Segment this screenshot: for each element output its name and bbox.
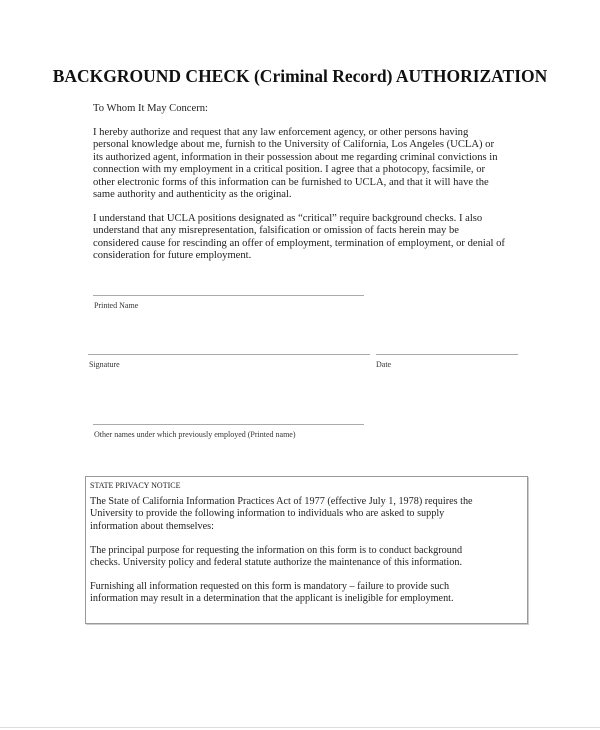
text-line: same authority and authenticity as the original. [93, 189, 292, 200]
date-field[interactable] [376, 354, 518, 355]
text-line: other electronic forms of this information can be furnished to UCLA, and that it will have the [93, 176, 489, 188]
text-line: information about themselves: [90, 520, 214, 532]
salutation: To Whom It May Concern: [93, 103, 208, 114]
privacy-notice-box [85, 476, 528, 624]
text-line: personal knowledge about me, furnish to the University of California, Los Angeles (UCLA) or [93, 139, 495, 151]
page-divider [0, 727, 600, 728]
text-line: consideration for future employment. [93, 250, 252, 262]
printed-name-field[interactable] [93, 295, 364, 296]
text-line: information may result in a determination that the applicant is ineligible for employment. [90, 593, 454, 605]
date-label: Date [376, 360, 392, 369]
text-line: considered cause for rescinding an offer of employment, termination of employment, or denial of [93, 237, 505, 249]
printed-name-label: Printed Name [94, 301, 139, 310]
privacy-notice-heading: STATE PRIVACY NOTICE [90, 481, 181, 490]
text-line: understand that any misrepresentation, falsification or omission of facts herein may be [93, 225, 459, 237]
text-line: Furnishing all information requested on this form is mandatory – failure to provide such [90, 581, 450, 592]
text-line: connection with my employment in a critical position. I agree that a photocopy, facsimile, or [93, 164, 486, 176]
text-line: The principal purpose for requesting the information on this form is to conduct background [90, 545, 463, 556]
text-line: The State of California Information Practices Act of 1977 (effective July 1, 1978) requires the [90, 496, 473, 507]
text-line: its authorized agent, information in their possession about me regarding criminal convictions in [93, 151, 498, 163]
text-line: checks. University policy and federal statute authorize the maintenance of this information. [90, 557, 462, 569]
signature-field[interactable] [88, 354, 370, 355]
other-names-field[interactable] [93, 424, 364, 425]
document-title: BACKGROUND CHECK (Criminal Record) AUTHORIZATION [52, 66, 548, 86]
other-names-label: Other names under which previously employed (Printed name) [94, 430, 296, 439]
text-line: University to provide the following information to individuals who are asked to supply [90, 508, 445, 520]
text-line: I hereby authorize and request that any law enforcement agency, or other persons having [93, 127, 469, 138]
text-line: I understand that UCLA positions designated as “critical” require background checks. I also [93, 213, 483, 224]
signature-label: Signature [89, 360, 120, 369]
